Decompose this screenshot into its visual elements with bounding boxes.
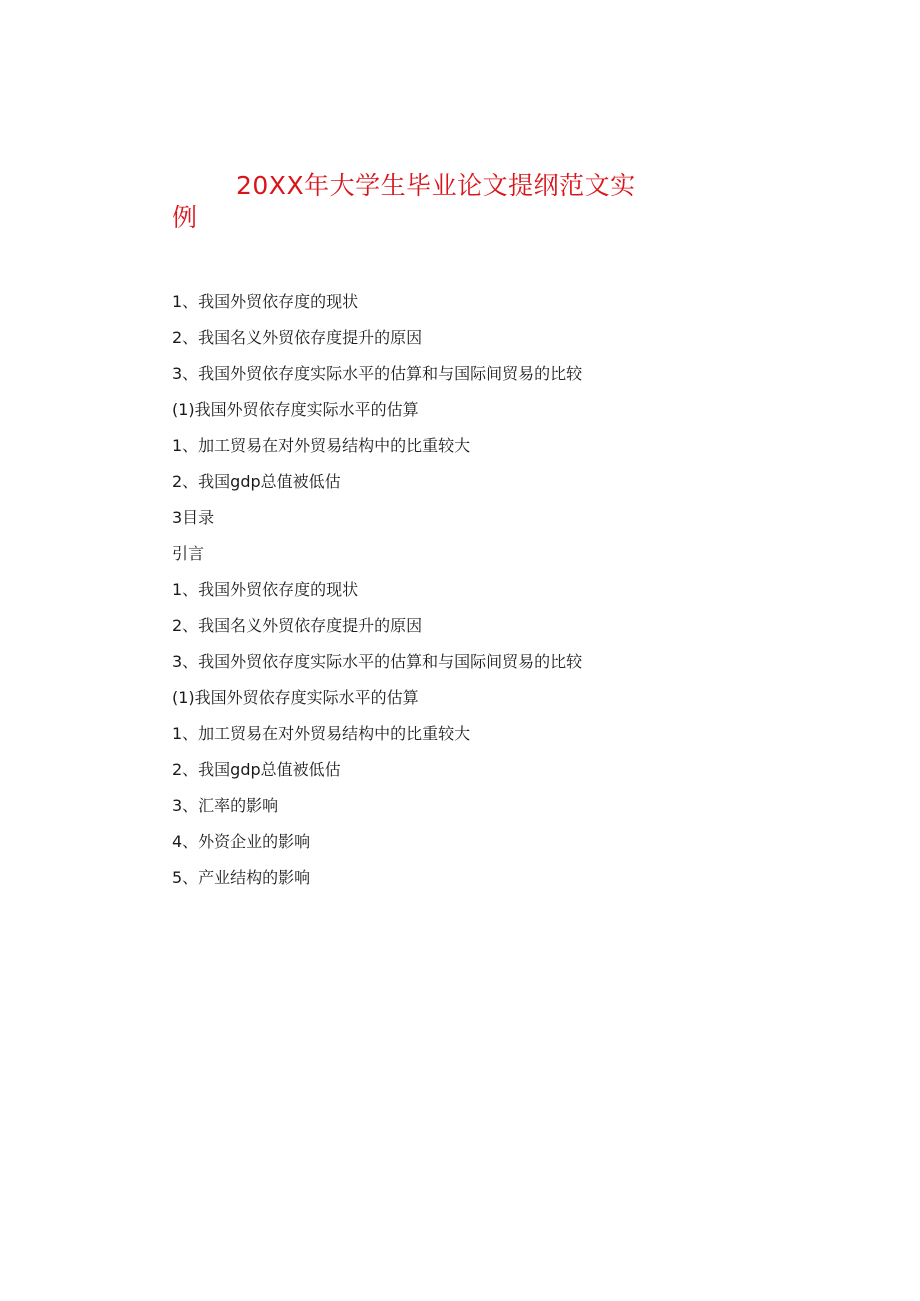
outline-item: 2、我国名义外贸依存度提升的原因	[172, 616, 423, 635]
outline-item: 2、我国gdp总值被低估	[172, 760, 341, 779]
outline-item: 1、加工贸易在对外贸易结构中的比重较大	[172, 436, 471, 455]
outline-item: 1、加工贸易在对外贸易结构中的比重较大	[172, 724, 471, 743]
title-line-1: 20XX年大学生毕业论文提纲范文实	[236, 171, 636, 200]
outline-item: 引言	[172, 544, 205, 563]
outline-item: 3、我国外贸依存度实际水平的估算和与国际间贸易的比较	[172, 652, 583, 671]
outline-item: (1)我国外贸依存度实际水平的估算	[172, 400, 419, 419]
document-title	[172, 170, 652, 234]
outline-item: 2、我国gdp总值被低估	[172, 472, 341, 491]
outline-item: 4、外资企业的影响	[172, 832, 311, 851]
outline-item: 3、我国外贸依存度实际水平的估算和与国际间贸易的比较	[172, 364, 583, 383]
outline-item: 1、我国外贸依存度的现状	[172, 292, 359, 311]
outline-item: 3、汇率的影响	[172, 796, 279, 815]
outline-item: 5、产业结构的影响	[172, 868, 311, 887]
outline-item: 2、我国名义外贸依存度提升的原因	[172, 328, 423, 347]
outline-list	[172, 292, 792, 904]
outline-item: (1)我国外贸依存度实际水平的估算	[172, 688, 419, 707]
outline-item: 1、我国外贸依存度的现状	[172, 580, 359, 599]
title-line-2: 例	[172, 203, 198, 232]
outline-item: 3目录	[172, 508, 215, 527]
